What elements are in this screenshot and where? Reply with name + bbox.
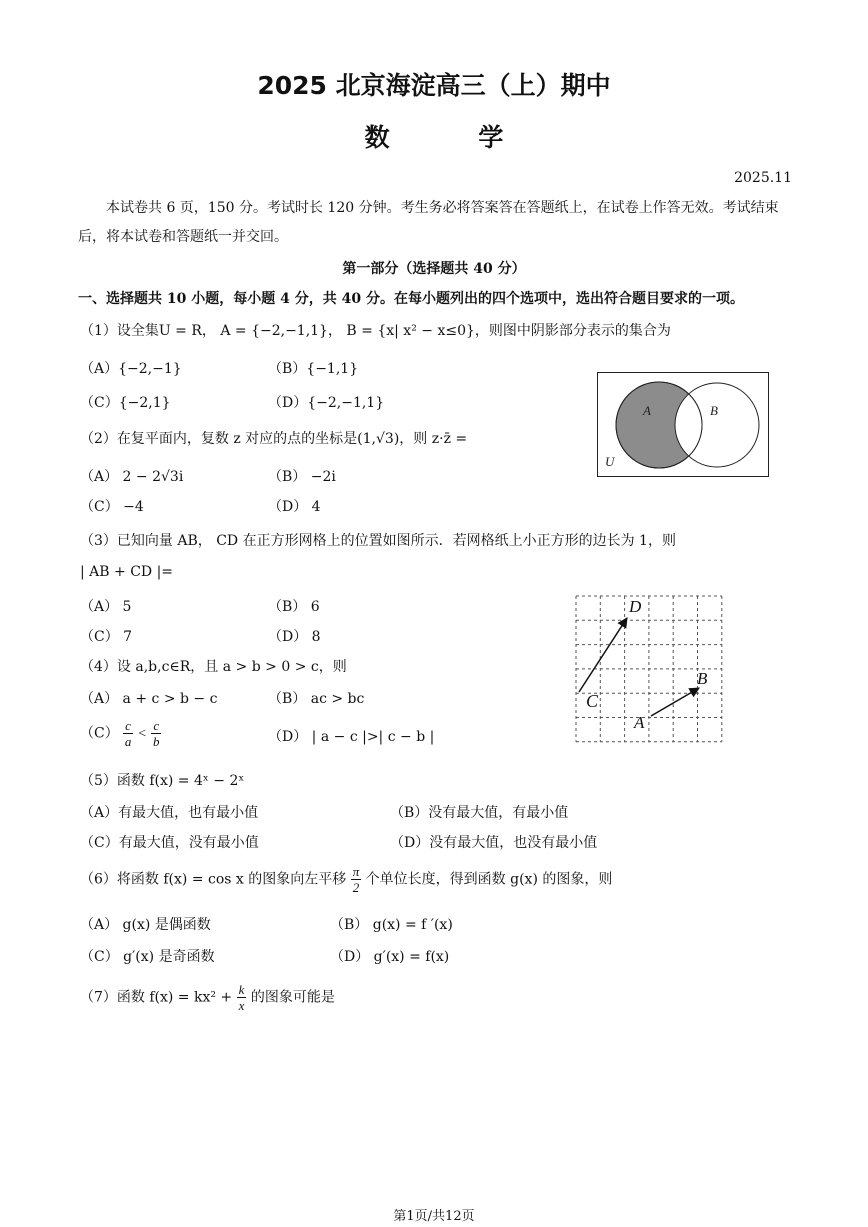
q4-option-d: （D） | a − c |>| c − b | — [268, 729, 435, 745]
q5-option-a: （A）有最大值，也有最小值 — [80, 805, 259, 821]
q2-stem: （2）在复平面内，复数 z 对应的点的坐标是(1,√3)，则 z·z̄ = — [80, 431, 468, 447]
q1-option-b: （B）{−1,1} — [268, 361, 359, 377]
frac-c-over-b: $\frac{c}{b}$ — [152, 718, 160, 749]
q5-option-c: （C）有最大值，没有最小值 — [80, 835, 259, 851]
q3-option-b: （B） 6 — [268, 599, 320, 615]
q3-option-a: （A） 5 — [80, 599, 132, 615]
q6-option-c: （C） g′(x) 是奇函数 — [80, 949, 215, 965]
frac-k-over-x: $\frac{k}{x}$ — [238, 982, 245, 1013]
q1-option-d: （D）{−2,−1,1} — [268, 395, 385, 411]
exam-title: 2025 北京海淀高三（上）期中 — [257, 71, 611, 100]
q2-option-c: （C） −4 — [80, 499, 144, 515]
q6-option-b: （B） g(x) = f ′(x) — [330, 917, 453, 933]
q4-option-a: （A） a + c > b − c — [80, 691, 218, 707]
q4-option-b: （B） ac > bc — [268, 691, 365, 707]
vector-ab — [651, 688, 699, 716]
vector-cd — [579, 618, 627, 692]
q3-option-c: （C） 7 — [80, 629, 133, 645]
label-a-point: A — [634, 713, 645, 732]
page-footer: 第1页/共12页 — [393, 1209, 475, 1224]
q4-stem: （4）设 a,b,c∈R，且 a > b > 0 > c，则 — [80, 659, 347, 675]
label-c: C — [586, 691, 599, 711]
venn-diagram — [597, 372, 769, 477]
vector-grid-figure — [570, 590, 725, 744]
intro-paragraph: 本试卷共 6 页，150 分。考试时长 120 分钟。考生务必将答案答在答题纸上，在试卷上作答无效。考试结束后，将本试卷和答题纸一并交回。 — [78, 200, 779, 245]
q6-option-d: （D） g′(x) = f(x) — [330, 949, 450, 965]
label-d: D — [629, 597, 642, 616]
q3-stem-cont: | AB + CD |= — [80, 564, 174, 580]
label-a: A — [643, 403, 651, 418]
q1-stem: （1）设全集U = R， A = {−2,−1,1}， B = {x| x² − x≤0}，则图中阴影部分表示的集合为 — [80, 323, 671, 339]
q5-option-b: （B）没有最大值，有最小值 — [390, 805, 569, 821]
q6-stem: （6）将函数 f(x) = cos x 的图象向左平移 $\frac{\pi}{2}$ 个单位长度，得到函数 g(x) 的图象，则 — [80, 864, 613, 895]
exam-date: 2025.11 — [734, 170, 792, 186]
label-b: B — [710, 403, 718, 418]
q1-option-c: （C）{−2,1} — [80, 395, 171, 411]
part1-heading: 第一部分（选择题共 40 分） — [342, 261, 526, 277]
label-b-point: B — [697, 669, 708, 688]
part1-instruction: 一、选择题共 10 小题，每小题 4 分，共 40 分。在每小题列出的四个选项中，选出符合题目要求的一项。 — [78, 291, 744, 307]
q7-stem: （7）函数 f(x) = kx² + $\frac{k}{x}$ 的图象可能是 — [80, 982, 335, 1013]
q5-stem: （5）函数 f(x) = 4ˣ − 2ˣ — [80, 773, 245, 789]
frac-c-over-a: $\frac{c}{a}$ — [124, 718, 132, 749]
q6-option-a: （A） g(x) 是偶函数 — [80, 917, 211, 933]
q3-option-d: （D） 8 — [268, 629, 321, 645]
frac-pi-over-2: $\frac{\pi}{2}$ — [352, 864, 360, 895]
q2-option-a: （A） 2 − 2√3i — [80, 469, 184, 485]
q1-option-a: （A）{−2,−1} — [80, 361, 182, 377]
q3-stem: （3）已知向量 AB， CD 在正方形网格上的位置如图所示．若网格纸上小正方形的边长为 1，则 — [80, 533, 676, 549]
q2-option-b: （B） −2i — [268, 469, 336, 485]
q5-option-d: （D）没有最大值，也没有最小值 — [390, 835, 598, 851]
q2-option-d: （D） 4 — [268, 499, 321, 515]
subject-title: 数 学 — [364, 123, 544, 152]
label-u: U — [605, 454, 615, 469]
q4-option-c: （C） $\frac{c}{a}$ < $\frac{c}{b}$ — [80, 718, 160, 749]
